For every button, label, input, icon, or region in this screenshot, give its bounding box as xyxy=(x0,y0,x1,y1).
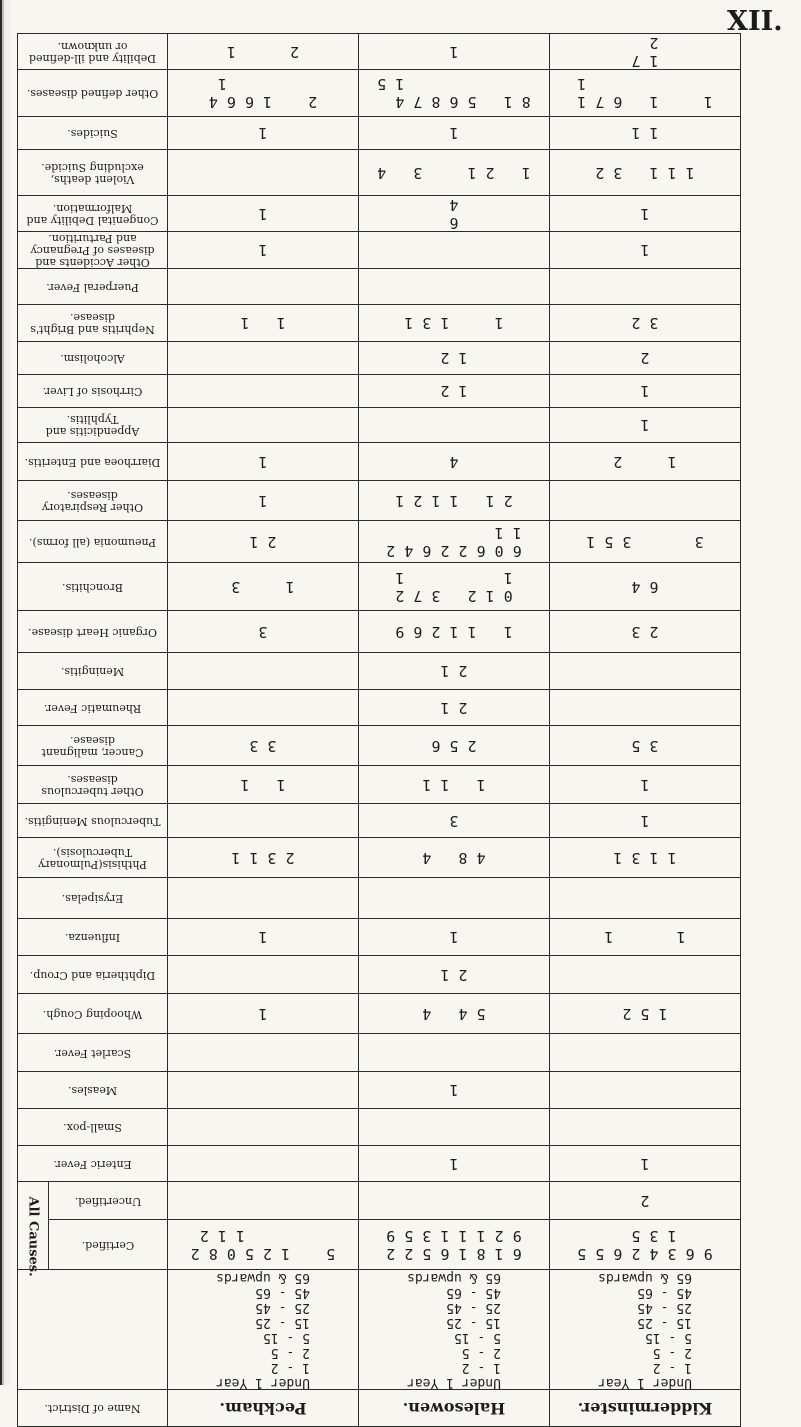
table-row xyxy=(18,1072,741,1109)
row-label-text: Cancer, malignant disease. xyxy=(41,733,144,759)
row-label-text: Phthisis(Pulmonary Tuberculosis). xyxy=(38,845,147,871)
age-group-row xyxy=(18,1270,741,1390)
cell-hal xyxy=(359,70,550,117)
cell-hal xyxy=(359,563,550,611)
table-row xyxy=(18,804,741,838)
row-label xyxy=(18,34,168,70)
cell-value: 1 1 xyxy=(604,928,686,946)
row-label xyxy=(18,994,168,1034)
summary-cell-peck xyxy=(168,1182,359,1220)
cell-hal xyxy=(359,1109,550,1146)
age-groups-cell xyxy=(168,1270,359,1390)
cell-value: 1 xyxy=(640,775,650,794)
table-row xyxy=(18,838,741,878)
row-label xyxy=(18,342,168,375)
row-label-text: Debility and ill-defined or unknown. xyxy=(28,39,157,65)
cell-value: 1 2 xyxy=(440,382,468,400)
row-label xyxy=(18,838,168,878)
row-label-text: Rheumatic Fever. xyxy=(43,701,142,715)
cell-kid xyxy=(550,878,741,919)
page-number: XII. xyxy=(727,6,783,37)
cell-peck xyxy=(168,342,359,375)
cell-peck xyxy=(168,878,359,919)
cell-value: 2 3 xyxy=(631,622,659,641)
row-label-text: Other tuberculous diseases. xyxy=(41,772,144,798)
age-groups-cell xyxy=(550,1270,741,1390)
row-label xyxy=(18,232,168,269)
cell-value: 1 2 xyxy=(613,452,677,471)
table-row xyxy=(18,563,741,611)
cell-hal xyxy=(359,305,550,342)
cell-value: 3 2 xyxy=(631,314,659,332)
cell-kid xyxy=(550,804,741,838)
cell-kid xyxy=(550,956,741,994)
cell-peck xyxy=(168,1109,359,1146)
cell-peck xyxy=(168,563,359,611)
cell-hal xyxy=(359,232,550,269)
row-label-text: Enteric Fever. xyxy=(53,1157,132,1171)
row-label xyxy=(18,70,168,117)
district-header-text: Name of District. xyxy=(44,1401,141,1415)
cell-hal xyxy=(359,956,550,994)
cell-peck xyxy=(168,766,359,804)
cell-hal xyxy=(359,150,550,196)
cell-kid xyxy=(550,766,741,804)
table-row xyxy=(18,408,741,443)
cell-hal xyxy=(359,481,550,521)
summary-label xyxy=(49,1220,168,1270)
cell-value: 2 1 xyxy=(440,965,468,984)
row-label xyxy=(18,563,168,611)
cell-kid xyxy=(550,342,741,375)
cell-value: 6 0 6 2 2 6 4 2 1 1 xyxy=(386,523,522,560)
table-row xyxy=(18,1146,741,1182)
cell-kid xyxy=(550,919,741,956)
cell-value: 1 xyxy=(449,42,459,61)
cell-kid xyxy=(550,563,741,611)
cell-kid xyxy=(550,196,741,232)
district-name-text: Halesowen. xyxy=(402,1398,506,1418)
table-row xyxy=(18,1034,741,1072)
summary-cell-kid xyxy=(550,1220,741,1270)
row-label xyxy=(18,443,168,481)
cell-value: 1 5 2 xyxy=(622,1004,668,1023)
cell-value: 1 1 3 1 xyxy=(613,848,677,867)
cell-value: 6 4 xyxy=(631,577,659,596)
cell-value: 1 xyxy=(258,204,268,223)
age-groups-cell xyxy=(359,1270,550,1390)
cell-value: 1 xyxy=(258,1004,268,1023)
cell-value: 1 1 1 xyxy=(422,775,486,794)
age-groups: Under 1 Year 1 - 2 2 - 5 5 - 15 15 - 25 25 - 45 45 - 65 65 & upwards xyxy=(407,1269,501,1390)
table-row xyxy=(18,342,741,375)
row-label-text: Cirrhosis of Liver. xyxy=(42,385,143,398)
age-blank xyxy=(18,1270,168,1390)
mortality-table xyxy=(17,33,741,1427)
row-label-text: Organic Heart disease. xyxy=(28,625,157,639)
cell-value: 6 4 xyxy=(449,195,459,232)
cell-peck xyxy=(168,408,359,443)
cell-peck xyxy=(168,956,359,994)
cell-value: 3 5 xyxy=(631,736,659,755)
table-row xyxy=(18,150,741,196)
row-label-text: Alcoholism. xyxy=(60,352,125,365)
table-row xyxy=(18,1109,741,1146)
row-label-text: Erysipelas. xyxy=(61,892,124,905)
cell-peck xyxy=(168,726,359,766)
cell-peck xyxy=(168,994,359,1034)
table-row xyxy=(18,726,741,766)
row-label-text: Influenza. xyxy=(64,931,121,944)
cell-value: 1 xyxy=(640,1154,650,1173)
row-label xyxy=(18,305,168,342)
summary-value: 9 6 3 4 2 6 5 5 1 3 5 xyxy=(577,1226,713,1263)
cell-peck xyxy=(168,919,359,956)
summary-label-text: Certified. xyxy=(81,1238,135,1252)
cell-value: 8 1 5 6 8 7 4 1 5 xyxy=(377,75,531,111)
cell-value: 2 1 xyxy=(440,698,468,717)
summary-cell-peck xyxy=(168,1220,359,1270)
table-row xyxy=(18,521,741,563)
table-row xyxy=(18,878,741,919)
cell-peck xyxy=(168,1072,359,1109)
row-label xyxy=(18,269,168,305)
cell-hal xyxy=(359,34,550,70)
cell-hal xyxy=(359,342,550,375)
row-label xyxy=(18,1146,168,1182)
table-row xyxy=(18,375,741,408)
cell-hal xyxy=(359,878,550,919)
cell-kid xyxy=(550,994,741,1034)
cell-value: 1 xyxy=(640,241,650,259)
row-label-text: Violent deaths, excluding Suicide. xyxy=(41,160,144,186)
cell-hal xyxy=(359,408,550,443)
table-row xyxy=(18,919,741,956)
cell-value: 3 3 xyxy=(249,736,277,755)
district-header xyxy=(18,1390,168,1427)
cell-kid xyxy=(550,150,741,196)
cell-kid xyxy=(550,690,741,726)
cell-value: 1 7 2 xyxy=(631,33,659,70)
cell-hal xyxy=(359,521,550,563)
row-label xyxy=(18,196,168,232)
summary-row xyxy=(18,1220,741,1270)
cell-value: 1 xyxy=(258,452,268,471)
cell-value: 1 xyxy=(640,204,650,223)
cell-value: 1 xyxy=(640,416,650,434)
cell-hal xyxy=(359,117,550,150)
cell-kid xyxy=(550,269,741,305)
cell-hal xyxy=(359,1072,550,1109)
scan-edge xyxy=(0,0,10,1385)
cell-value: 1 xyxy=(640,811,650,830)
cell-peck xyxy=(168,150,359,196)
cell-peck xyxy=(168,481,359,521)
cell-value: 1 xyxy=(640,382,650,400)
cell-value: 1 xyxy=(258,241,268,259)
cell-peck xyxy=(168,70,359,117)
row-label-text: Diphtheria and Croup. xyxy=(29,968,156,982)
cell-peck xyxy=(168,1034,359,1072)
row-label-text: Measles. xyxy=(67,1084,118,1097)
cell-hal xyxy=(359,443,550,481)
district-name xyxy=(168,1390,359,1427)
table-row xyxy=(18,766,741,804)
row-label xyxy=(18,481,168,521)
cell-value: 2 3 1 1 xyxy=(231,848,295,867)
cell-kid xyxy=(550,653,741,690)
row-label xyxy=(18,690,168,726)
table-row xyxy=(18,994,741,1034)
district-row xyxy=(18,1390,741,1427)
table-row xyxy=(18,653,741,690)
cell-value: 1 xyxy=(449,928,459,946)
cell-value: 2 1 xyxy=(249,532,277,551)
table-row xyxy=(18,117,741,150)
cell-peck xyxy=(168,838,359,878)
table-row xyxy=(18,956,741,994)
row-label xyxy=(18,375,168,408)
cell-hal xyxy=(359,1146,550,1182)
cell-peck xyxy=(168,117,359,150)
cell-value: 5 4 4 xyxy=(422,1004,486,1023)
cell-value: 2 1 6 6 4 1 xyxy=(208,75,318,111)
cell-kid xyxy=(550,408,741,443)
summary-row xyxy=(18,1182,741,1220)
cell-hal xyxy=(359,804,550,838)
cell-value: 2 1 1 1 2 1 xyxy=(395,491,513,510)
cell-kid xyxy=(550,443,741,481)
cell-peck xyxy=(168,375,359,408)
cell-hal xyxy=(359,994,550,1034)
row-label xyxy=(18,878,168,919)
cell-kid xyxy=(550,34,741,70)
row-label-text: Other defined diseases. xyxy=(26,87,159,100)
age-groups: Under 1 Year 1 - 2 2 - 5 5 - 15 15 - 25 25 - 45 45 - 65 65 & upwards xyxy=(598,1269,692,1390)
cell-peck xyxy=(168,521,359,563)
cell-value: 3 xyxy=(449,811,459,830)
cell-value: 4 8 4 xyxy=(422,848,486,867)
table-row xyxy=(18,232,741,269)
row-label xyxy=(18,956,168,994)
summary-cell-hal xyxy=(359,1182,550,1220)
cell-value: 2 1 xyxy=(440,662,468,680)
cell-peck xyxy=(168,305,359,342)
row-label-text: Small-pox. xyxy=(63,1121,122,1134)
cell-peck xyxy=(168,269,359,305)
row-label-text: Other Respiratory diseases. xyxy=(41,488,144,514)
age-groups: Under 1 Year 1 - 2 2 - 5 5 - 15 15 - 25 25 - 45 45 - 65 65 & upwards xyxy=(216,1269,310,1390)
district-name xyxy=(359,1390,550,1427)
cell-kid xyxy=(550,611,741,653)
cell-kid xyxy=(550,481,741,521)
cell-peck xyxy=(168,690,359,726)
row-label xyxy=(18,804,168,838)
row-label xyxy=(18,521,168,563)
cell-hal xyxy=(359,611,550,653)
cell-kid xyxy=(550,521,741,563)
cell-value: 1 xyxy=(258,124,268,142)
cell-kid xyxy=(550,1146,741,1182)
row-label-text: Suicides. xyxy=(67,127,118,140)
cell-value: 2 5 6 xyxy=(431,736,477,755)
cell-value: 1 1 1 3 2 xyxy=(595,163,695,182)
table-row xyxy=(18,269,741,305)
cell-value: 2 xyxy=(640,349,650,367)
table-row xyxy=(18,443,741,481)
cell-hal xyxy=(359,375,550,408)
table-row xyxy=(18,305,741,342)
cell-kid xyxy=(550,117,741,150)
summary-value: 2 xyxy=(640,1191,650,1210)
all-causes-header xyxy=(18,1182,49,1277)
district-name-text: Kidderminster. xyxy=(577,1398,713,1418)
cell-kid xyxy=(550,70,741,117)
cell-value: 4 xyxy=(449,452,459,471)
table-row xyxy=(18,690,741,726)
cell-kid xyxy=(550,1072,741,1109)
cell-value: 0 1 2 3 7 2 1 1 xyxy=(395,568,513,605)
cell-peck xyxy=(168,34,359,70)
cell-value: 3 3 5 1 xyxy=(586,532,704,551)
cell-value: 1 xyxy=(258,928,268,946)
cell-value: 1 xyxy=(258,491,268,510)
cell-value: 1 1 xyxy=(631,124,659,142)
row-label-text: Puerperal Fever. xyxy=(46,280,139,294)
cell-kid xyxy=(550,1109,741,1146)
row-label xyxy=(18,1034,168,1072)
cell-value: 3 xyxy=(258,622,268,641)
cell-value: 1 1 xyxy=(240,314,286,332)
summary-value: 6 1 8 1 6 5 2 2 9 2 1 1 1 3 5 9 xyxy=(386,1226,522,1263)
row-label xyxy=(18,1109,168,1146)
cell-peck xyxy=(168,232,359,269)
row-label xyxy=(18,726,168,766)
row-label-text: Bronchitis. xyxy=(62,580,123,594)
cell-hal xyxy=(359,269,550,305)
cell-value: 1 1 xyxy=(240,775,286,794)
cell-value: 1 1 3 1 xyxy=(404,314,504,332)
cell-hal xyxy=(359,838,550,878)
cell-hal xyxy=(359,919,550,956)
summary-cell-hal xyxy=(359,1220,550,1270)
cell-value: 1 xyxy=(449,1081,459,1099)
cell-kid xyxy=(550,1034,741,1072)
row-label xyxy=(18,611,168,653)
cell-value: 1 1 6 7 1 1 xyxy=(577,75,713,111)
district-name-text: Peckham. xyxy=(219,1398,307,1418)
table-row xyxy=(18,70,741,117)
cell-value: 1 3 xyxy=(231,577,295,596)
cell-hal xyxy=(359,690,550,726)
cell-value: 2 1 xyxy=(226,42,300,61)
all-causes-label: All Causes. xyxy=(25,1196,41,1277)
cell-value: 1 1 1 2 6 9 xyxy=(395,622,513,641)
row-label xyxy=(18,150,168,196)
cell-value: 1 2 xyxy=(440,349,468,367)
row-label-text: Appendicitis and Typhlitis. xyxy=(45,413,140,438)
cell-value: 1 2 1 3 4 xyxy=(377,163,531,182)
row-label-text: Congenital Debility and Malformation. xyxy=(26,201,159,227)
row-label xyxy=(18,117,168,150)
cell-kid xyxy=(550,305,741,342)
cell-hal xyxy=(359,726,550,766)
summary-value: 5 1 2 5 0 8 2 1 1 2 xyxy=(190,1226,336,1263)
cell-kid xyxy=(550,232,741,269)
table-row xyxy=(18,34,741,70)
summary-cell-kid xyxy=(550,1182,741,1220)
cell-peck xyxy=(168,653,359,690)
table-row xyxy=(18,196,741,232)
cell-hal xyxy=(359,766,550,804)
cell-hal xyxy=(359,653,550,690)
row-label xyxy=(18,919,168,956)
row-label-text: Nephritis and Bright's disease. xyxy=(30,311,155,336)
summary-label-text: Uncertified. xyxy=(74,1194,142,1208)
row-label-text: Pneumonia (all forms). xyxy=(29,535,156,549)
cell-value: 1 xyxy=(449,124,459,142)
table-row xyxy=(18,481,741,521)
cell-peck xyxy=(168,804,359,838)
row-label-text: Tuberculous Meningitis. xyxy=(24,814,161,828)
summary-label xyxy=(49,1182,168,1220)
cell-peck xyxy=(168,1146,359,1182)
cell-kid xyxy=(550,838,741,878)
cell-hal xyxy=(359,196,550,232)
district-name xyxy=(550,1390,741,1427)
cell-peck xyxy=(168,196,359,232)
row-label-text: Meningitis. xyxy=(60,665,125,678)
cell-kid xyxy=(550,375,741,408)
row-label-text: Scarlet Fever. xyxy=(53,1046,132,1060)
row-label xyxy=(18,653,168,690)
row-label xyxy=(18,766,168,804)
cell-peck xyxy=(168,611,359,653)
table-row xyxy=(18,611,741,653)
row-label-text: Diarrhoea and Enteritis. xyxy=(24,455,161,469)
cell-hal xyxy=(359,1034,550,1072)
row-label xyxy=(18,408,168,443)
row-label-text: Whooping Cough. xyxy=(42,1007,143,1021)
row-label xyxy=(18,1072,168,1109)
cell-peck xyxy=(168,443,359,481)
cell-value: 1 xyxy=(449,1154,459,1173)
row-label-text: Other Accidents and diseases of Pregnancy and Parturition. xyxy=(30,232,155,269)
cell-kid xyxy=(550,726,741,766)
